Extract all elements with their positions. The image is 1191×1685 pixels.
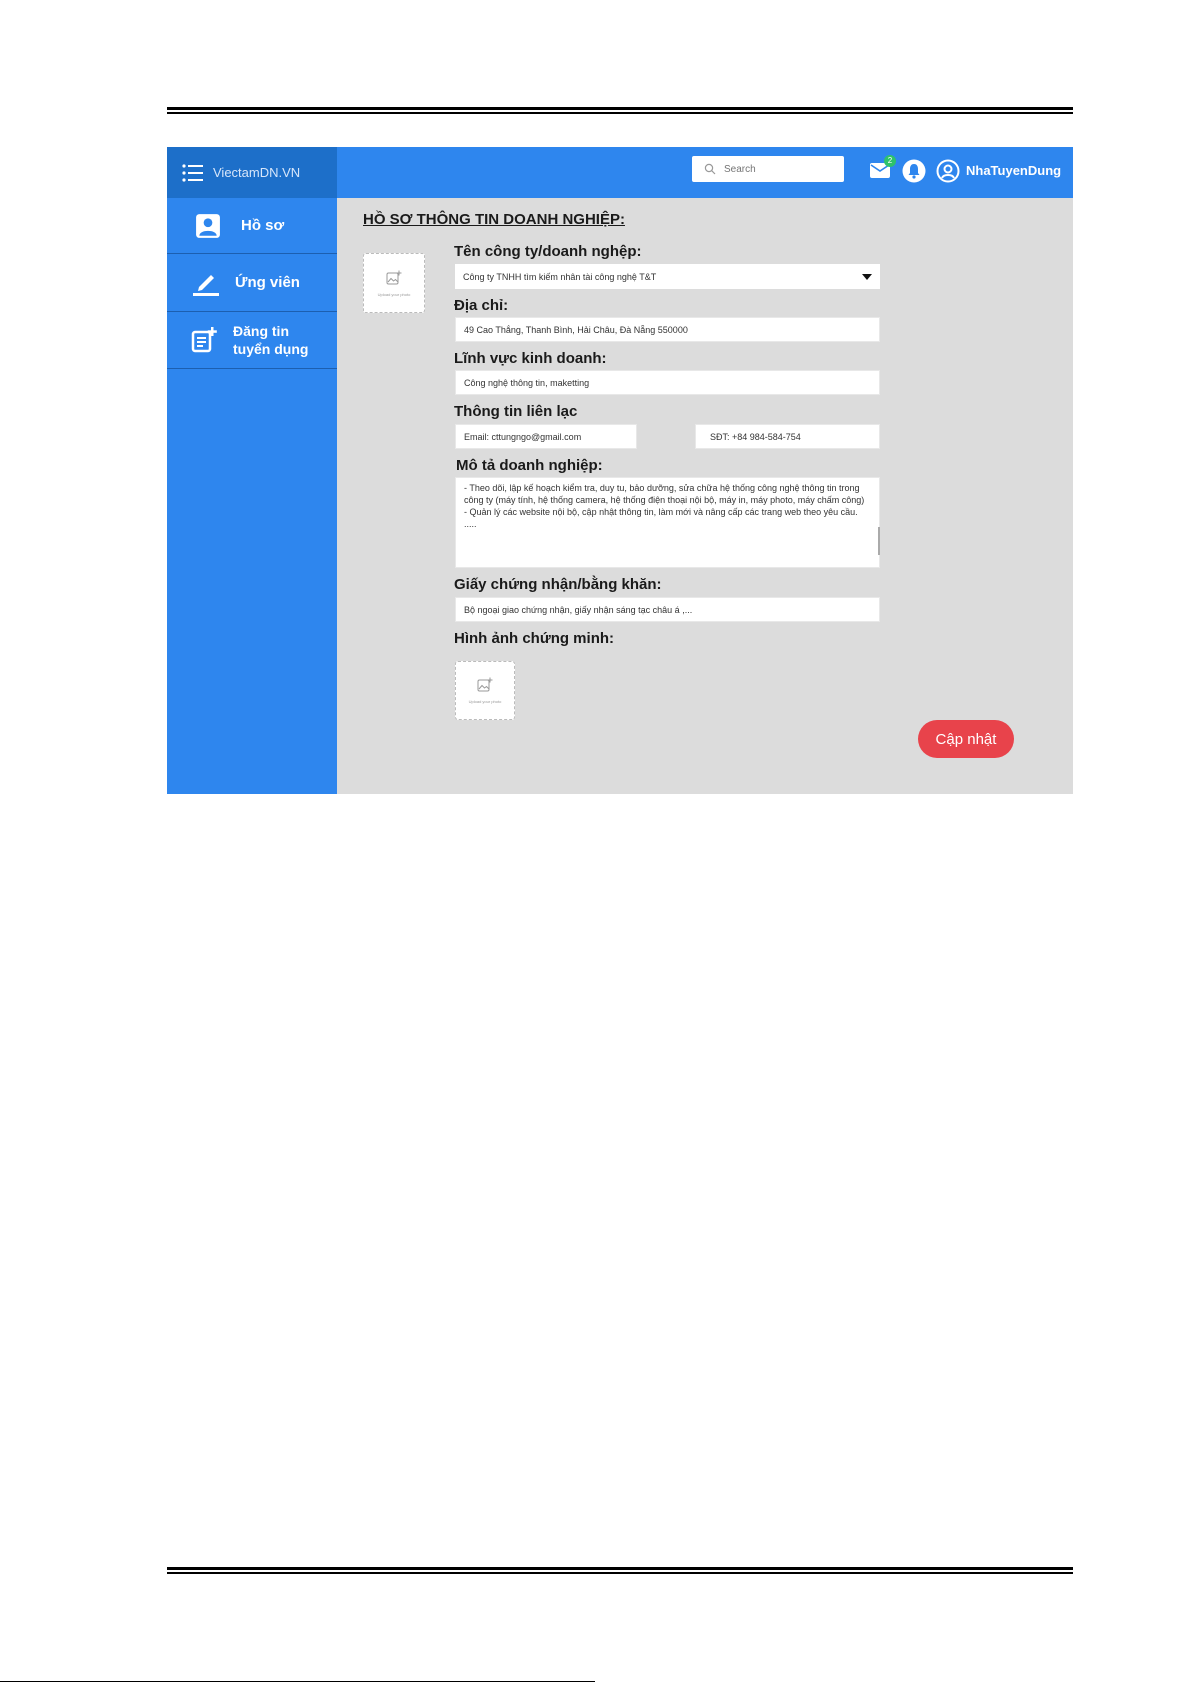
post-add-icon <box>189 325 219 355</box>
address-label: Địa chỉ: <box>454 297 509 314</box>
sidebar-item-label: Đăng tin tuyển dụng <box>233 323 309 357</box>
page-title: HỒ SƠ THÔNG TIN DOANH NGHIỆP: <box>363 211 625 228</box>
image-upload-icon <box>477 677 493 693</box>
user-icon[interactable] <box>936 159 960 183</box>
company-select-value: Công ty TNHH tìm kiếm nhân tài công nghệ T&T <box>463 271 657 282</box>
upload-caption: Upload your photo <box>377 291 411 297</box>
proof-image-upload[interactable] <box>455 661 515 720</box>
app-window <box>167 147 1073 794</box>
email-input[interactable] <box>455 424 637 449</box>
mail-badge: 2 <box>884 155 896 167</box>
footer-rule-thin <box>167 1572 1073 1574</box>
username[interactable]: NhaTuyenDung <box>966 163 1062 178</box>
brand-bar <box>167 147 337 198</box>
sidebar-item-label: Ứng viên <box>235 274 300 291</box>
header-rule-thick <box>167 107 1073 110</box>
search-box[interactable] <box>692 156 844 182</box>
image-upload-icon <box>386 270 402 286</box>
sidebar-item-candidates[interactable] <box>167 254 337 312</box>
sidebar-item-label: Hồ sơ <box>241 217 285 234</box>
footnote-separator <box>0 1681 595 1682</box>
bell-icon[interactable] <box>902 159 926 183</box>
sidebar-item-post-job[interactable] <box>167 312 337 369</box>
profile-icon <box>193 211 223 241</box>
proof-label: Hình ảnh chứng minh: <box>454 630 615 647</box>
industry-label: Lĩnh vực kinh doanh: <box>454 350 607 367</box>
company-label: Tên công ty/doanh nghệp: <box>454 243 642 260</box>
upload-caption: Upload your photo <box>468 699 502 704</box>
footer-rule-thick <box>167 1567 1073 1570</box>
phone-input[interactable] <box>695 424 880 449</box>
sidebar <box>167 147 337 794</box>
logo-upload[interactable] <box>363 253 425 313</box>
pencil-icon <box>191 268 221 298</box>
top-bar <box>337 147 1073 198</box>
certificate-label: Giấy chứng nhận/bằng khăn: <box>454 576 662 593</box>
update-button[interactable]: Cập nhật <box>918 720 1014 758</box>
address-input[interactable] <box>455 317 880 342</box>
contact-label: Thông tin liên lạc <box>454 403 578 420</box>
sidebar-item-profile[interactable] <box>167 198 337 254</box>
mail-button[interactable] <box>869 156 893 179</box>
header-rule-thin <box>167 112 1073 114</box>
description-textarea[interactable] <box>455 477 880 568</box>
description-scrollbar[interactable] <box>878 527 880 555</box>
search-input[interactable] <box>722 163 836 176</box>
menu-icon[interactable] <box>181 161 205 185</box>
certificate-input[interactable] <box>455 597 880 622</box>
description-label: Mô tả doanh nghiệp: <box>456 457 603 474</box>
caret-down-icon <box>862 274 872 280</box>
company-select[interactable] <box>455 264 880 289</box>
brand-name[interactable]: ViectamDN.VN <box>213 165 301 180</box>
industry-input[interactable] <box>455 370 880 395</box>
search-icon <box>704 163 716 175</box>
